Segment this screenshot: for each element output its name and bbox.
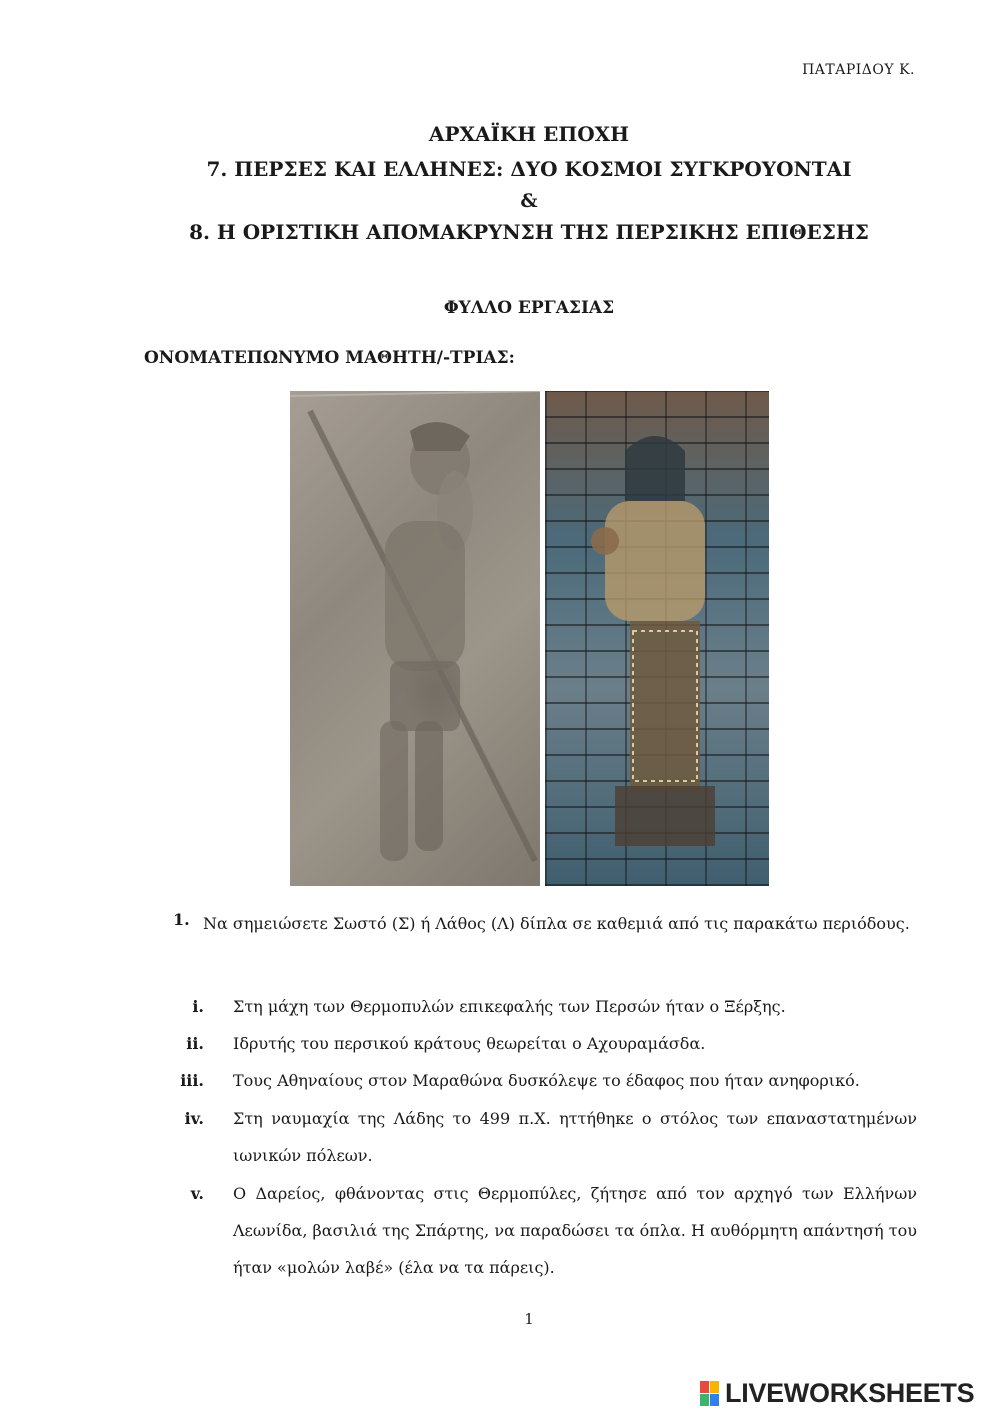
persian-archer-frieze-image [545,391,769,886]
page-number: 1 [524,1310,534,1328]
question-instruction: Να σημειώσετε Σωστό (Σ) ή Λάθος (Λ) δίπλα σε καθεμιά από τις παρακάτω περιόδους. [203,914,910,933]
worksheet-heading: ΦΥΛΛΟ ΕΡΓΑΣΙΑΣ [443,298,615,318]
item-roman: iii. [180,1071,204,1090]
title-ampersand: & [520,190,538,212]
title-chapter-7: 7. ΠΕΡΣΕΣ ΚΑΙ ΕΛΛΗΝΕΣ: ΔΥΟ ΚΟΣΜΟΙ ΣΥΓΚΡΟΥΟΝΤΑΙ [206,157,852,181]
item-statement: Στη μάχη των Θερμοπυλών επικεφαλής των Περσών ήταν ο Ξέρξης. [233,997,786,1016]
student-name-label: ΟΝΟΜΑΤΕΠΩΝΥΜΟ ΜΑΘΗΤΗ/-ΤΡΙΑΣ: [144,348,515,368]
liveworksheets-brand[interactable] [700,1378,1000,1413]
title-period: ΑΡΧΑΪΚΗ ΕΠΟΧΗ [428,122,630,146]
liveworksheets-logo-icon [700,1381,720,1407]
brand-name: LIVEWORKSHEETS [725,1378,975,1408]
greek-hoplite-illustration [290,391,540,886]
item-roman: i. [192,997,204,1016]
item-statement: Ο Δαρείος, φθάνοντας στις Θερμοπύλες, ζήτησε από τον αρχηγό των Ελλήνων Λεωνίδα, βασιλιά της Σπάρτης, να παραδώσει τα όπλα. Η αυθόρμητη απάντησή του ήταν «μολών λαβέ» (έλα να τα πάρεις). [233,1184,917,1277]
persian-archer-illustration [545,391,769,886]
author-name: ΠΑΤΑΡΙΔΟΥ Κ. [802,62,915,78]
item-statement: Ιδρυτής του περσικού κράτους θεωρείται ο Αχουραμάσδα. [233,1034,706,1053]
item-statement: Στη ναυμαχία της Λάδης το 499 π.Χ. ηττήθηκε ο στόλος των επαναστατημένων ιωνικών πόλεων. [233,1109,917,1165]
question-number: 1. [173,910,190,929]
item-statement: Τους Αθηναίους στον Μαραθώνα δυσκόλεψε το έδαφος που ήταν ανηφορικό. [233,1071,860,1090]
item-roman: iv. [184,1109,204,1128]
title-chapter-8: 8. Η ΟΡΙΣΤΙΚΗ ΑΠΟΜΑΚΡΥΝΣΗ ΤΗΣ ΠΕΡΣΙΚΗΣ ΕΠΙΘΕΣΗΣ [189,220,869,244]
item-roman: ii. [186,1034,204,1053]
item-roman: v. [190,1184,204,1203]
greek-hoplite-relief-image [290,391,540,886]
